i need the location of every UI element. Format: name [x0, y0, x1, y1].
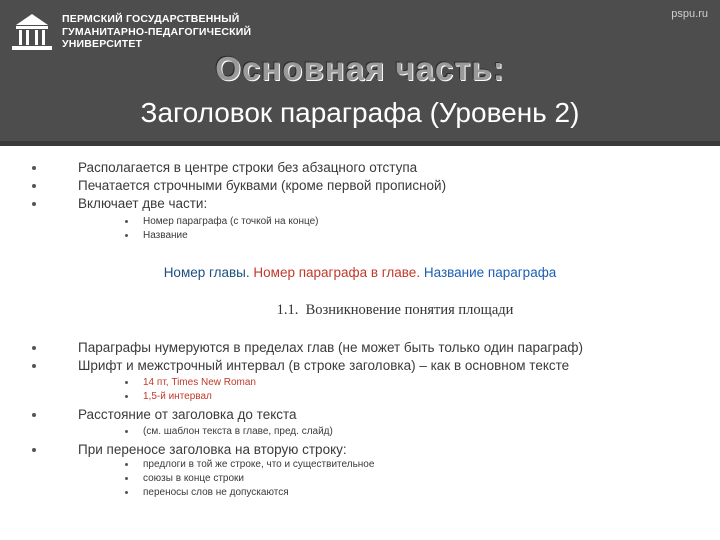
- list-item: [78, 339, 583, 356]
- sub-list-item: [143, 391, 212, 403]
- sub-list-item-text: 14 пт, Times New Roman: [143, 377, 256, 388]
- sub-list-item-text: предлоги в той же строке, что и существительное: [143, 459, 375, 470]
- bullet-icon: [125, 395, 128, 398]
- list-item-text: Печатается строчными буквами (кроме первой прописной): [78, 178, 447, 193]
- bullet-icon: [125, 430, 128, 433]
- list-item: [78, 195, 207, 212]
- bullet-icon: [125, 491, 128, 494]
- bullet-icon: [32, 413, 36, 417]
- sub-list-item-text: союзы в конце строки: [143, 473, 245, 484]
- sub-list-item: [143, 459, 374, 471]
- list-item-text: Шрифт и межстрочный интервал (в строке заголовка) – как в основном тексте: [78, 358, 570, 373]
- sample-paragraph-heading: [0, 302, 720, 319]
- sub-list-item: [143, 230, 188, 242]
- sub-list-item-text: Название: [143, 230, 188, 241]
- header-divider: [0, 141, 720, 146]
- slide-subtitle: Заголовок параграфа (Уровень 2): [140, 97, 580, 128]
- list-item-text: Располагается в центре строки без абзацного отступа: [78, 160, 418, 175]
- chapter-number-part: Номер главы.: [163, 265, 250, 280]
- bullet-icon: [125, 234, 128, 237]
- list-item-text: При переносе заголовка на вторую строку:: [78, 442, 347, 457]
- bullet-icon: [32, 346, 36, 350]
- list-item: [78, 177, 446, 194]
- site-link[interactable]: pspu.ru: [671, 8, 708, 20]
- bullet-icon: [32, 364, 36, 368]
- sub-list-item: [143, 487, 289, 499]
- list-item: [78, 357, 569, 374]
- slide-title: Основная часть:: [215, 50, 505, 87]
- sub-list-item-text: 1,5-й интервал: [143, 391, 212, 402]
- list-item-text: Расстояние от заголовка до текста: [78, 407, 297, 422]
- sub-list-item-text: Номер параграфа (с точкой на конце): [143, 216, 319, 227]
- list-item-text: Включает две части:: [78, 196, 208, 211]
- university-name-line-2: ГУМАНИТАРНО-ПЕДАГОГИЧЕСКИЙ: [62, 25, 252, 38]
- sub-list-item: [143, 426, 333, 438]
- sub-list-item: [143, 216, 318, 228]
- university-emblem-icon: [10, 12, 54, 52]
- bullet-icon: [32, 166, 36, 170]
- sub-list-item: [143, 473, 244, 485]
- sample-heading-title: Возникновение понятия площади: [305, 302, 514, 318]
- sample-heading-number: 1.1.: [276, 302, 299, 318]
- university-name: [62, 13, 251, 51]
- bullet-icon: [32, 202, 36, 206]
- bullet-icon: [32, 448, 36, 452]
- list-item: [78, 159, 417, 176]
- sub-list-item-text: переносы слов не допускаются: [143, 487, 289, 498]
- heading-structure-example: [0, 265, 720, 280]
- paragraph-title-part: Название параграфа: [423, 265, 557, 280]
- bullet-icon: [125, 381, 128, 384]
- bullet-icon: [125, 463, 128, 466]
- paragraph-number-part: Номер параграфа в главе.: [253, 265, 421, 280]
- bullet-icon: [32, 184, 36, 188]
- bullet-icon: [125, 477, 128, 480]
- sub-list-item-text: (см. шаблон текста в главе, пред. слайд): [143, 426, 333, 437]
- university-name-line-1: ПЕРМСКИЙ ГОСУДАРСТВЕННЫЙ: [62, 13, 240, 25]
- university-name-line-3: УНИВЕРСИТЕТ: [62, 38, 143, 50]
- list-item: [78, 406, 297, 423]
- sub-list-item: [143, 377, 256, 389]
- list-item: [78, 441, 347, 458]
- list-item-text: Параграфы нумеруются в пределах глав (не может быть только один параграф): [78, 340, 584, 355]
- bullet-icon: [125, 220, 128, 223]
